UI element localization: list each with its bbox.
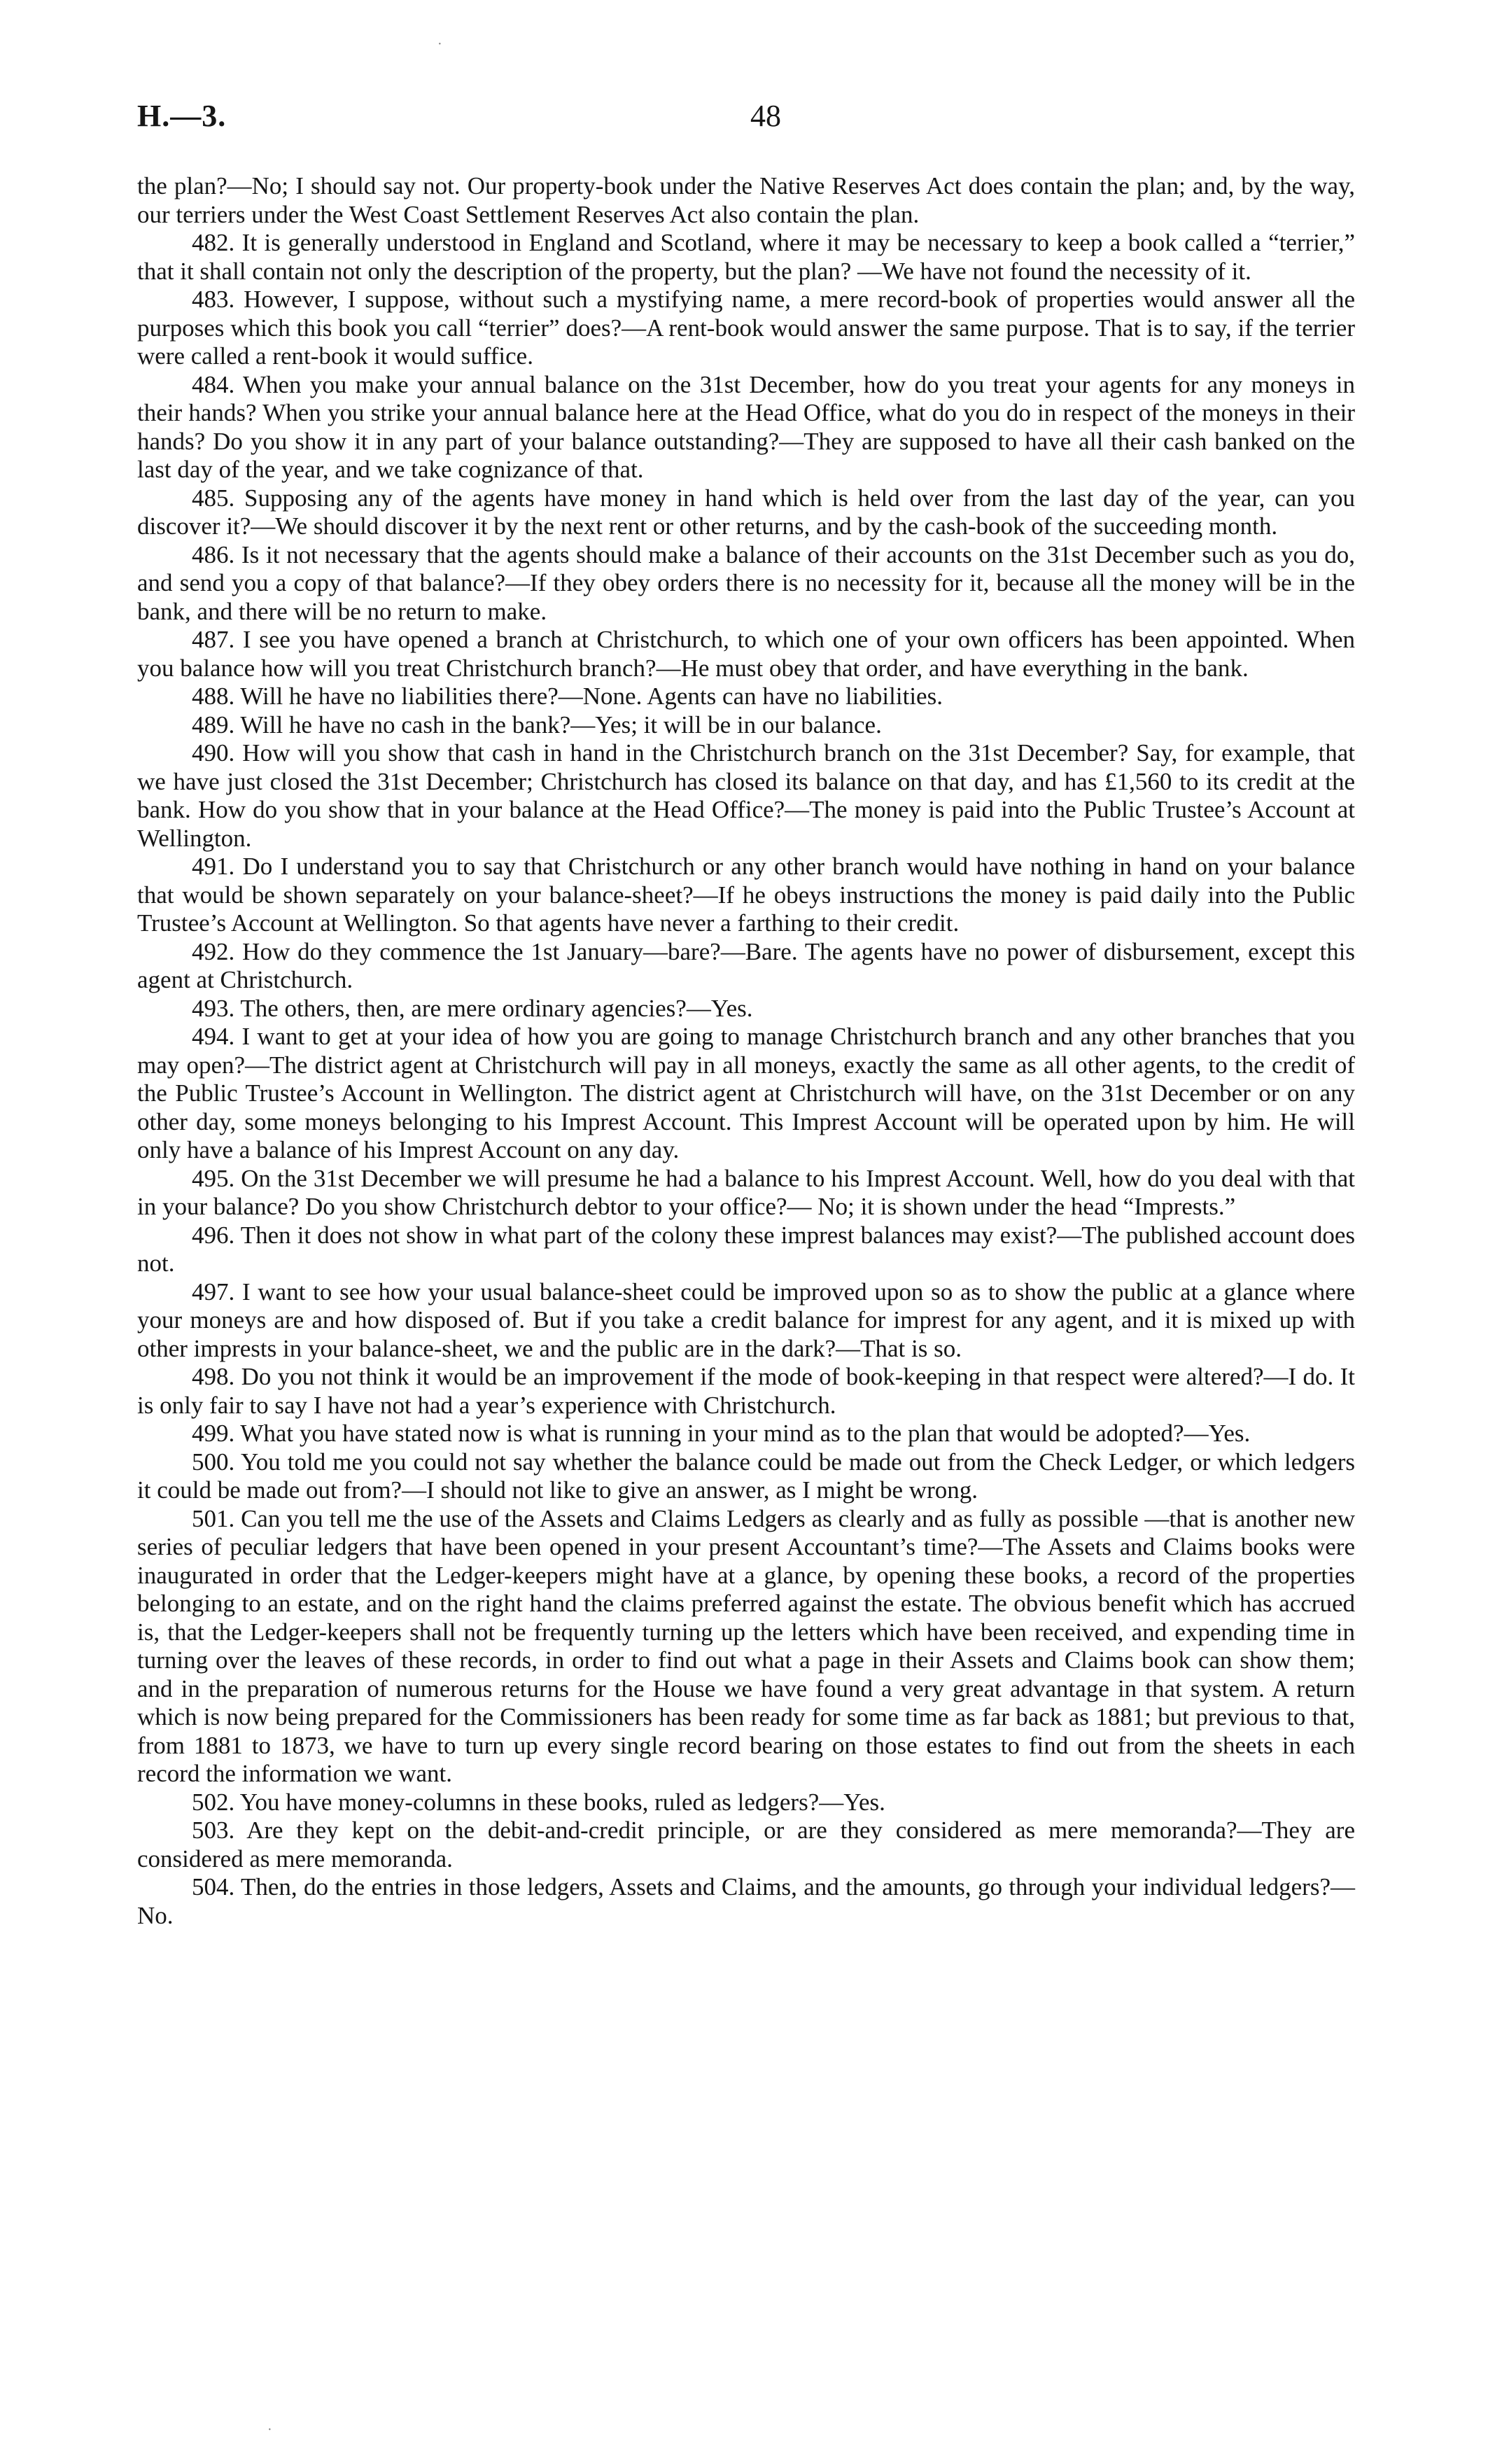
question-484: 484. When you make your annual balance on the 31st December, how do you treat your agents for any moneys in their hands? When you strike your annual balance here at the Head Office, what do you do in respect of the moneys in their hands? Do you show it in any part of your balance outstanding?—They are supposed to have all their cash banked on the last day of the year, and we take cognizance of that.: [137, 370, 1355, 483]
question-491: 491. Do I understand you to say that Christchurch or any other branch would have nothing in hand on your balance that would be shown separately on your balance-sheet?—If he obeys instructions the money is paid daily into the Public Trustee’s Account at Wellington. So that agents have never a farthing to their credit.: [137, 853, 1355, 937]
question-483: 483. However, I suppose, without such a mystifying name, a mere record-book of properties would answer all the purposes which this book you call “terrier” does?—A rent-book would answer the same purpose. That is to say, if the terrier were called a rent-book it would suffice.: [137, 286, 1355, 370]
question-503: 503. Are they kept on the debit-and-credit principle, or are they considered as mere memoranda?—They are considered as mere memoranda.: [137, 1816, 1355, 1872]
body-text: [137, 172, 1355, 1930]
question-492: 492. How do they commence the 1st January—bare?—Bare. The agents have no power of disbursement, except this agent at Christchurch.: [137, 937, 1355, 993]
question-502: 502. You have money-columns in these books, ruled as ledgers?—Yes.: [192, 1788, 885, 1816]
question-489: 489. Will he have no cash in the bank?—Yes; it will be in our balance.: [192, 710, 882, 738]
question-482: 482. It is generally understood in England and Scotland, where it may be necessary to keep a book called a “terrier,” that it shall contain not only the description of the property, but the plan? —We have not found the necessity of it.: [137, 229, 1355, 285]
question-500: 500. You told me you could not say whether the balance could be made out from the Check Ledger, or which ledgers it could be made out from?—I should not like to give an answer, as I might be wrong.: [137, 1448, 1355, 1504]
question-496: 496. Then it does not show in what part of the colony these imprest balances may exist?—The published account does not.: [137, 1221, 1355, 1277]
question-495: 495. On the 31st December we will presume he had a balance to his Imprest Account. Well, how do you deal with that in your balance? Do you show Christchurch debtor to your office?— No; it is shown under the head “Imprests.”: [137, 1164, 1355, 1220]
question-493: 493. The others, then, are mere ordinary agencies?—Yes.: [192, 994, 753, 1022]
page-number: 48: [750, 99, 781, 133]
scan-speck-top: ·: [437, 36, 442, 52]
question-487: 487. I see you have opened a branch at Christchurch, to which one of your own officers has been appointed. When you balance how will you treat Christchurch branch?—He must obey that order, and have everything in the bank.: [137, 626, 1355, 682]
question-504: 504. Then, do the entries in those ledgers, Assets and Claims, and the amounts, go through your individual ledgers?—No.: [137, 1873, 1355, 1929]
question-499: 499. What you have stated now is what is running in your mind as to the plan that would be adopted?—Yes.: [192, 1420, 1251, 1447]
scan-speck-bottom: ·: [267, 2422, 272, 2437]
question-488: 488. Will he have no liabilities there?—None. Agents can have no liabilities.: [192, 682, 943, 710]
question-497: 497. I want to see how your usual balance-sheet could be improved upon so as to show the public at a glance where your moneys are and how disposed of. But if you take a credit balance for imprest for any agent, and it is mixed up with other imprests in your balance-sheet, we and the public are in the dark?—That is so.: [137, 1278, 1355, 1362]
question-490: 490. How will you show that cash in hand in the Christchurch branch on the 31st December? Say, for example, that we have just closed the 31st December; Christchurch has closed its balance on that day, and has £1,560 to its credit at the bank. How do you show that in your balance at the Head Office?—The money is paid into the Public Trustee’s Account at Wellington.: [137, 739, 1355, 852]
question-486: 486. Is it not necessary that the agents should make a balance of their accounts on the 31st December such as you do, and send you a copy of that balance?—If they obey orders there is no necessity for it, because all the money will be in the bank, and there will be no return to make.: [137, 540, 1355, 625]
document-reference: H.—3.: [137, 99, 227, 133]
question-498: 498. Do you not think it would be an improvement if the mode of book-keeping in that respect were altered?—I do. It is only fair to say I have not had a year’s experience with Christchurch.: [137, 1363, 1355, 1419]
continuation-paragraph: the plan?—No; I should say not. Our property-book under the Native Reserves Act does contain the plan; and, by the way, our terriers under the West Coast Settlement Reserves Act also contain the plan.: [137, 172, 1355, 228]
question-485: 485. Supposing any of the agents have money in hand which is held over from the last day of the year, can you discover it?—We should discover it by the next rent or other returns, and by the cash-book of the succeeding month.: [137, 484, 1355, 540]
question-494: 494. I want to get at your idea of how you are going to manage Christchurch branch and any other branches that you may open?—The district agent at Christchurch will pay in all moneys, exactly the same as all other agents, to the credit of the Public Trustee’s Account in Wellington. The district agent at Christchurch will have, on the 31st December or on any other day, some moneys belonging to his Imprest Account. This Imprest Account will be operated upon by him. He will only have a balance of his Imprest Account on any day.: [137, 1023, 1355, 1163]
page-header: [137, 98, 1355, 140]
question-501: 501. Can you tell me the use of the Assets and Claims Ledgers as clearly and as fully as possible —that is another new series of peculiar ledgers that have been opened in your present Accountant’s time?—The Assets and Claims books were inaugurated in order that the Ledger-keepers might have at a glance, by opening these books, a record of the properties belonging to an estate, and on the right hand the claims preferred against the estate. The obvious benefit which has accrued is, that the Ledger-keepers shall not be frequently turning up the letters which have been received, and expending time in turning over the leaves of these records, in order to find out what a page in their Assets and Claims book can show them; and in the preparation of numerous returns for the House we have found a very great advantage in that system. A return which is now being prepared for the Commissioners has been ready for some time as far back as 1881; but previous to that, from 1881 to 1873, we have to turn up every single record bearing on those estates to find out from the sheets in each record the information we want.: [137, 1504, 1355, 1787]
